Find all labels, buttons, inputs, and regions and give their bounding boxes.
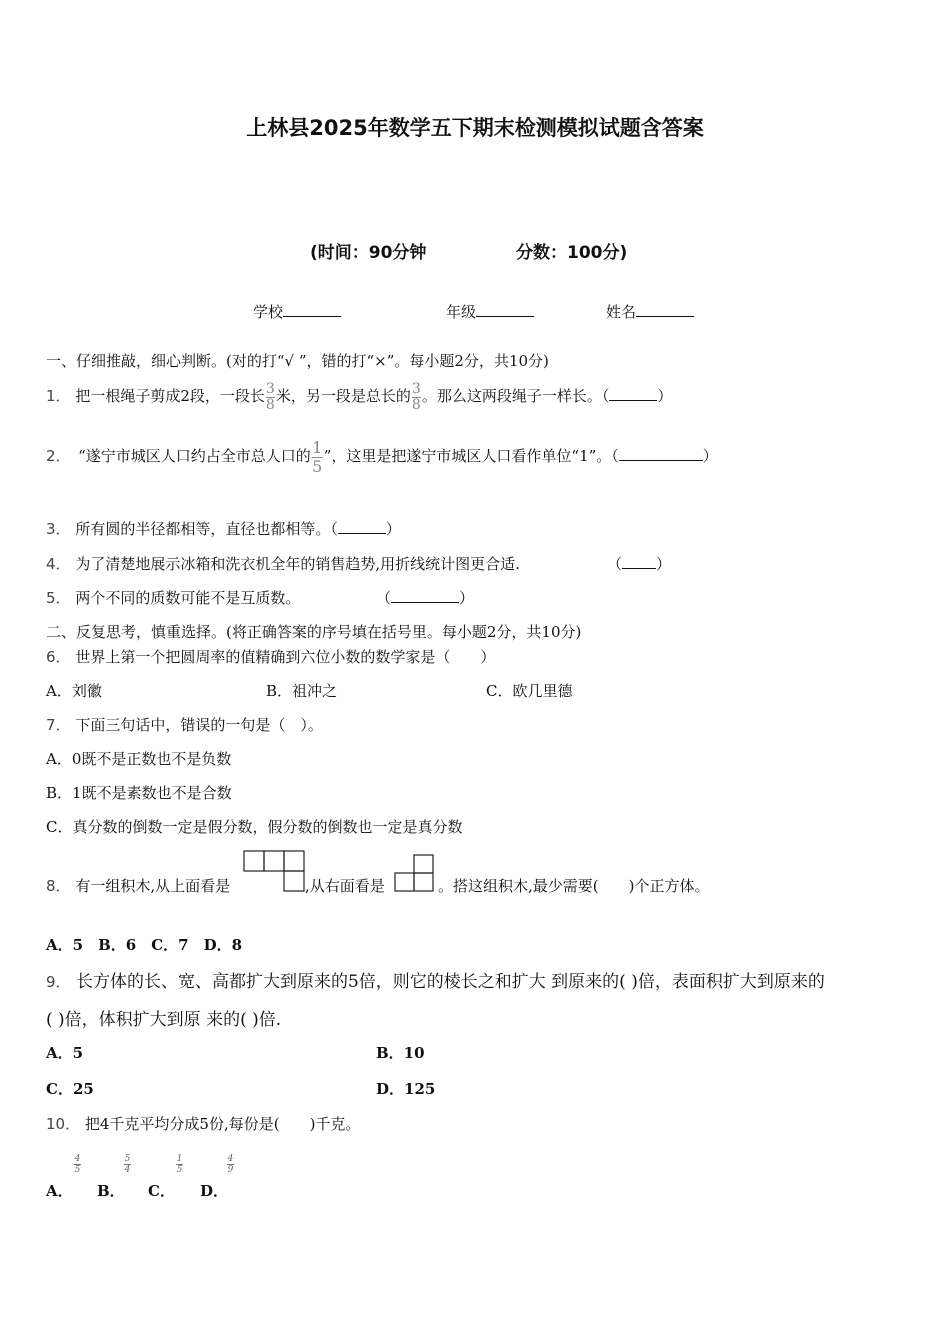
name-field: [606, 301, 694, 322]
q10-fc-den: 5: [176, 1165, 183, 1175]
question-10: [46, 1113, 360, 1134]
question-6: [46, 646, 495, 667]
q8-text-c: 。搭这组积木,最少需要( )个正方体。: [438, 877, 710, 895]
q10-fa-num: 4: [74, 1154, 81, 1164]
question-9-line1: [46, 967, 825, 992]
q3-number: 3．: [46, 520, 71, 538]
grade-field: [446, 301, 534, 322]
q10-option-a[interactable]: A．: [46, 1182, 73, 1200]
q10-option-c[interactable]: C．: [148, 1182, 175, 1200]
q9-option-a[interactable]: A．5: [46, 1044, 84, 1062]
q7-number: 7．: [46, 716, 71, 734]
name-label: 姓名: [606, 303, 637, 321]
q2-fraction: [312, 439, 323, 476]
q7-text: 下面三句话中，错误的一句是（ ）。: [75, 716, 323, 734]
q4-number: 4．: [46, 555, 71, 573]
question-7: [46, 714, 323, 735]
question-3: [46, 518, 401, 539]
top-view-figure: [243, 850, 305, 892]
q8-text-b: ,从右面看是: [305, 877, 385, 895]
q3-text-a: 所有圆的半径都相等，直径也都相等。（: [75, 520, 338, 538]
q5-number: 5．: [46, 589, 71, 607]
q8-number: 8．: [46, 877, 71, 895]
q4-answer: [607, 553, 671, 574]
question-8: [46, 875, 230, 896]
section1-heading: 一、仔细推敲，细心判断。(对的打“√ ”，错的打“×”。每小题2分，共10分): [46, 352, 549, 370]
q6-option-a[interactable]: A．刘徽: [46, 682, 102, 700]
section2-heading: 二、反复思考，慎重选择。(将正确答案的序号填在括号里。每小题2分，共10分): [46, 623, 582, 641]
school-blank[interactable]: [283, 301, 341, 317]
q2-text-a: “遂宁市城区人口约占全市总人口的: [78, 447, 311, 465]
q8-options[interactable]: A．5 B．6 C．7 D．8: [46, 936, 243, 954]
q8-text-a: 有一组积木,从上面看是: [75, 877, 231, 895]
q4-text-a: 为了清楚地展示冰箱和洗衣机全年的销售趋势,用折线统计图更合适.: [75, 555, 520, 573]
grade-label: 年级: [446, 303, 477, 321]
q6-option-c[interactable]: C．欧几里德: [486, 682, 573, 700]
q10-option-d[interactable]: D．: [200, 1182, 229, 1200]
q2-number: 2．: [46, 447, 64, 465]
q2-text-b: ”，这里是把遂宁市城区人口看作单位“1”。（: [323, 447, 619, 465]
q1-f2-den: 8: [411, 396, 421, 413]
q10-fa-den: 5: [74, 1165, 81, 1175]
q4-text-b: （: [607, 555, 623, 573]
q10-fb-num: 5: [124, 1154, 131, 1164]
time-label: (时间：90分钟: [310, 243, 427, 263]
question-1: [46, 380, 672, 413]
q4-answer-blank[interactable]: [622, 553, 656, 569]
q10-fb-den: 4: [124, 1165, 131, 1175]
question-4: [46, 553, 520, 574]
q6-option-b[interactable]: B．祖冲之: [266, 682, 338, 700]
q1-text-b: 米，另一段是总长的: [275, 387, 411, 405]
q2-text-c: ）: [702, 447, 718, 465]
q1-number: 1．: [46, 387, 71, 405]
name-blank[interactable]: [636, 301, 694, 317]
q10-fraction-b: [124, 1154, 131, 1175]
q9-option-d[interactable]: D．125: [376, 1080, 436, 1098]
q1-text-c: 。那么这两段绳子一样长。（: [421, 387, 610, 405]
q10-number: 10．: [46, 1115, 81, 1133]
q10-fraction-d: [227, 1154, 234, 1175]
q3-text-b: ）: [385, 520, 401, 538]
page-title: 上林县2025年数学五下期末检测模拟试题含答案: [246, 116, 704, 140]
q10-text: 把4千克平均分成5份,每份是( )千克。: [84, 1115, 361, 1133]
q1-answer-blank[interactable]: [609, 385, 657, 401]
q5-text-a: 两个不同的质数可能不是互质数。: [75, 589, 301, 607]
q10-fc-num: 1: [176, 1154, 183, 1164]
school-field: [253, 301, 341, 322]
q1-fraction-2: [412, 382, 421, 413]
q10-fraction-c: [176, 1154, 183, 1175]
q6-text: 世界上第一个把圆周率的值精确到六位小数的数学家是（ ）: [75, 648, 496, 666]
score-label: 分数：100分): [516, 243, 628, 263]
grade-blank[interactable]: [476, 301, 534, 317]
q9-number: 9．: [46, 973, 71, 991]
q5-answer: [376, 587, 474, 608]
question-2: [46, 436, 718, 476]
q1-f2-num: 3: [411, 380, 421, 397]
q1-f1-den: 8: [265, 396, 275, 413]
q5-answer-blank[interactable]: [391, 587, 459, 603]
q2-f-num: 1: [312, 437, 323, 457]
q7-option-c[interactable]: C．真分数的倒数一定是假分数，假分数的倒数也一定是真分数: [46, 818, 463, 836]
q7-option-b[interactable]: B．1既不是素数也不是合数: [46, 784, 232, 802]
q4-text-c: ）: [656, 555, 672, 573]
q9-option-b[interactable]: B．10: [376, 1044, 425, 1062]
q2-f-den: 5: [312, 456, 323, 476]
q9-option-c[interactable]: C．25: [46, 1080, 94, 1098]
school-label: 学校: [253, 303, 284, 321]
q10-fd-den: 9: [227, 1165, 234, 1175]
q9-line1: 长方体的长、宽、高都扩大到原来的5倍，则它的棱长之和扩大 到原来的( )倍，表面积扩大到原来的: [75, 972, 825, 992]
q1-f1-num: 3: [265, 380, 275, 397]
q5-text-c: ）: [459, 589, 475, 607]
q5-text-b: （: [376, 589, 392, 607]
q7-option-a[interactable]: A．0既不是正数也不是负数: [46, 750, 232, 768]
q2-answer-blank[interactable]: [619, 445, 703, 461]
q6-number: 6．: [46, 648, 71, 666]
right-view-figure: [394, 854, 436, 892]
q10-fraction-a: [74, 1154, 81, 1175]
q1-text-d: ）: [657, 387, 673, 405]
q1-text-a: 把一根绳子剪成2段，一段长: [75, 387, 265, 405]
q3-answer-blank[interactable]: [338, 518, 386, 534]
q1-fraction-1: [266, 382, 275, 413]
q10-option-b[interactable]: B．: [97, 1182, 125, 1200]
question-5: [46, 587, 300, 608]
q9-line2: ( )倍，体积扩大到原 来的( )倍.: [46, 1010, 282, 1030]
q10-fd-num: 4: [227, 1154, 234, 1164]
